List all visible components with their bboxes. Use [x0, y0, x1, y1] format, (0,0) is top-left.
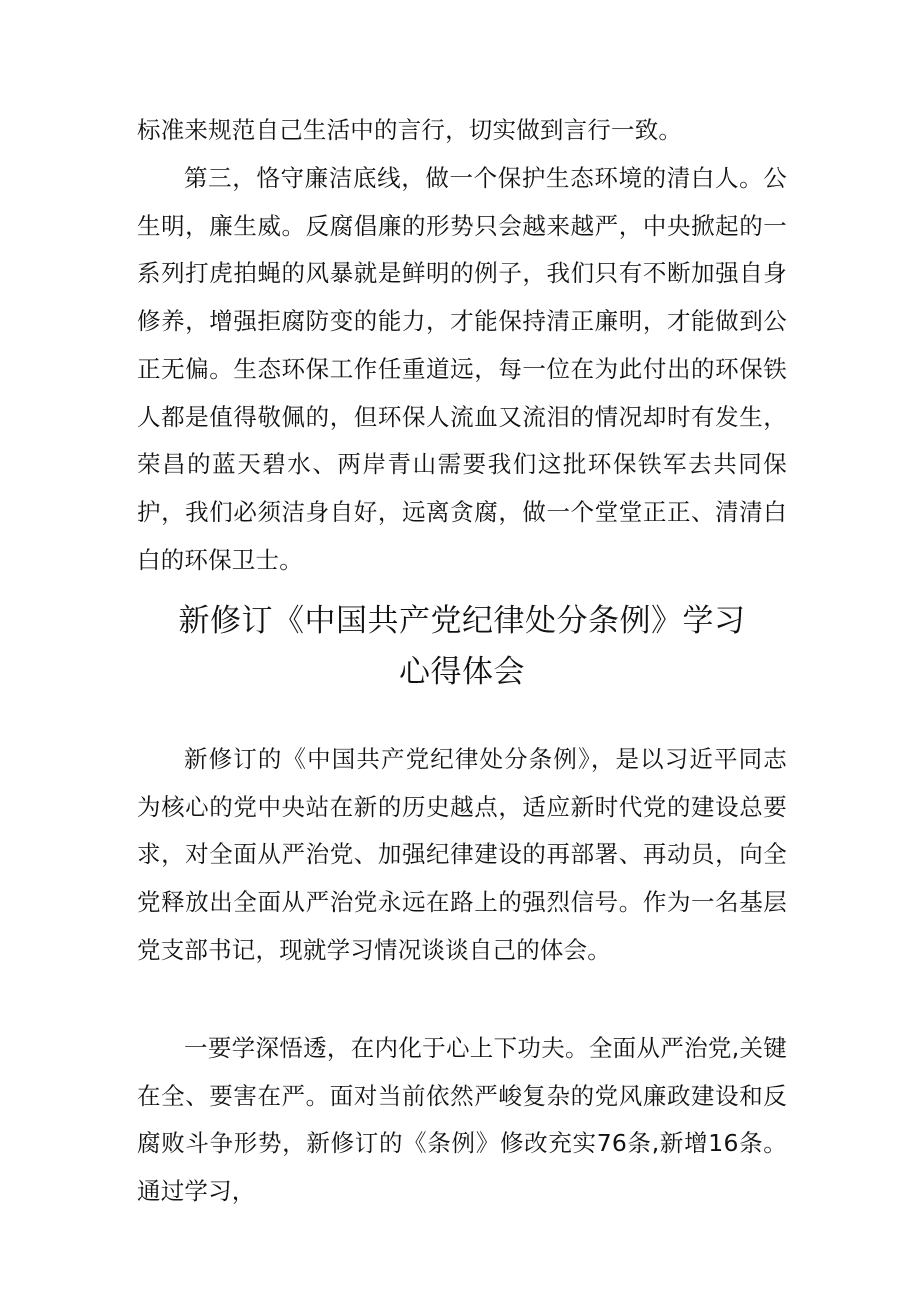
section-title-line-1: 新修订《中国共产党纪律处分条例》学习	[178, 603, 746, 639]
section-title-line-2: 心得体会	[399, 654, 525, 690]
paragraph-introduction: 新修订的《中国共产党纪律处分条例》，是以习近平同志为核心的党中央站在新的历史越点，适应新时代党的建设总要求，对全面从严治党、加强纪律建设的再部署、再动员，向全党释放出全面从严治党永远在路上的强烈信号。作为一名基层党支部书记，现就学习情况谈谈自己的体会。	[137, 745, 787, 964]
paragraph-third-point: 第三，恪守廉洁底线，做一个保护生态环境的清白人。公生明，廉生威。反腐倡廉的形势只会越来越严，中央掀起的一系列打虎拍蝇的风暴就是鲜明的例子，我们只有不断加强自身修养，增强拒腐防变的能力，才能保持清正廉明，才能做到公正无偏。生态环保工作任重道远，每一位在为此付出的环保铁人都是值得敬佩的，但环保人流血又流泪的情况却时有发生，荣昌的蓝天碧水、两岸青山需要我们这批环保铁军去共同保护，我们必须洁身自好，远离贪腐，做一个堂堂正正、清清白白的环保卫士。	[137, 164, 787, 574]
paragraph-carryover: 标准来规范自己生活中的言行，切实做到言行一致。	[137, 116, 683, 144]
paragraph-first-point: 一要学深悟透，在内化于心上下功夫。全面从严治党,关键在全、要害在严。面对当前依然严峻复杂的党风廉政建设和反腐败斗争形势，新修订的《条例》修改充实76条,新增16条。通过学习，	[137, 1034, 787, 1206]
